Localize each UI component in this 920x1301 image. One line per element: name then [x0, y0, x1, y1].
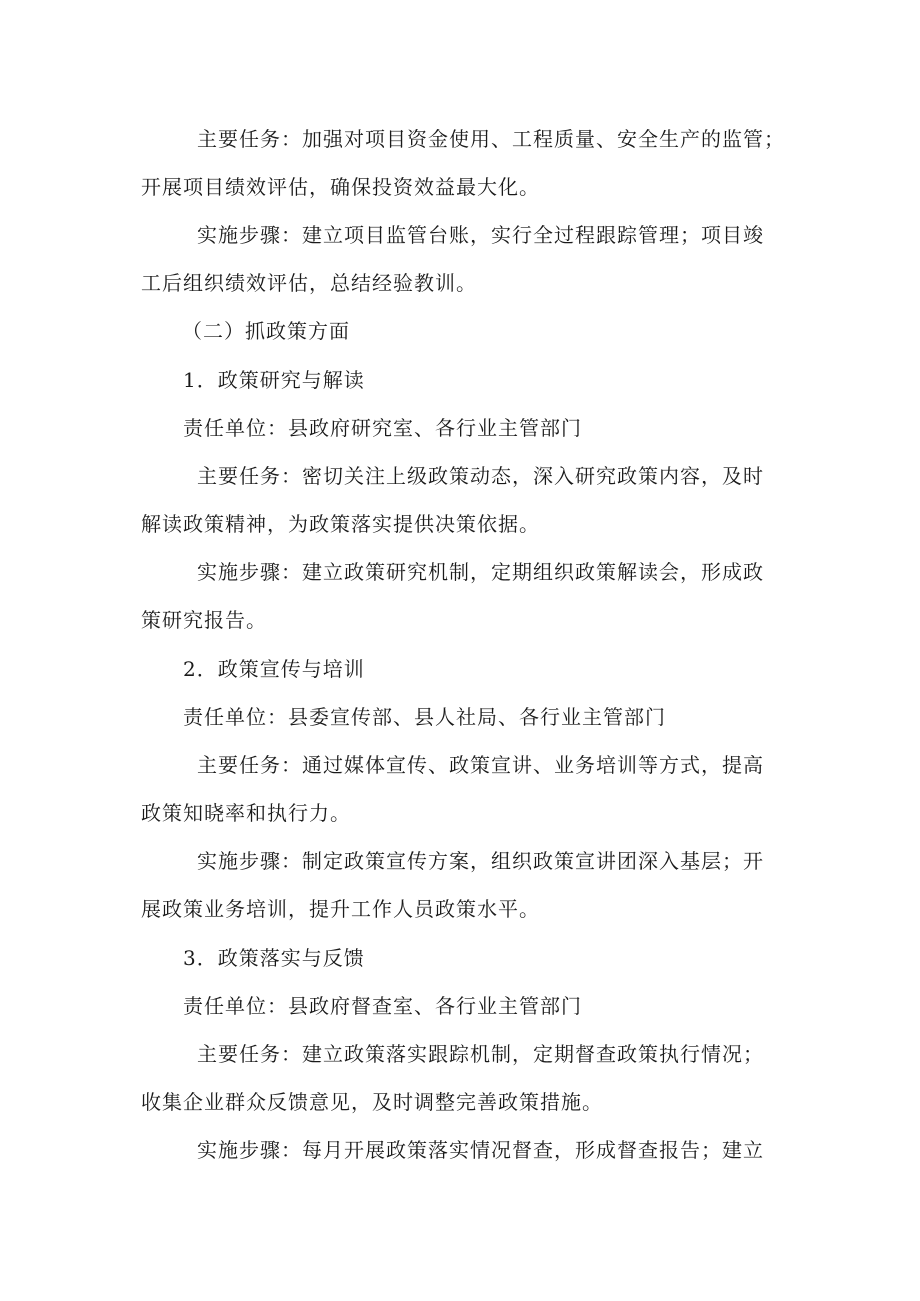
paragraph-line: 工后组织绩效评估，总结经验教训。 — [141, 271, 477, 295]
paragraph-line: 实施步骤：每月开展政策落实情况督查，形成督查报告；建立 — [197, 1138, 764, 1162]
paragraph-line: 实施步骤：建立项目监管台账，实行全过程跟踪管理；项目竣 — [197, 223, 764, 247]
responsible-unit-line: 责任单位：县委宣传部、县人社局、各行业主管部门 — [183, 705, 666, 729]
subsection-heading: 1．政策研究与解读 — [183, 368, 365, 392]
paragraph-line: 政策知晓率和执行力。 — [141, 801, 351, 825]
paragraph-line: 主要任务：加强对项目资金使用、工程质量、安全生产的监管； — [197, 127, 785, 151]
paragraph-line: 开展项目绩效评估，确保投资效益最大化。 — [141, 175, 540, 199]
section-heading: （二）抓政策方面 — [182, 319, 350, 343]
paragraph-line: 主要任务：通过媒体宣传、政策宣讲、业务培训等方式，提高 — [197, 753, 764, 777]
paragraph-line: 主要任务：密切关注上级政策动态，深入研究政策内容，及时 — [197, 464, 764, 488]
paragraph-line: 解读政策精神，为政策落实提供决策依据。 — [141, 512, 540, 536]
paragraph-line: 策研究报告。 — [141, 608, 267, 632]
paragraph-line: 主要任务：建立政策落实跟踪机制，定期督查政策执行情况； — [197, 1042, 764, 1066]
paragraph-line: 实施步骤：建立政策研究机制，定期组织政策解读会，形成政 — [197, 560, 764, 584]
paragraph-line: 收集企业群众反馈意见，及时调整完善政策措施。 — [141, 1090, 603, 1114]
paragraph-line: 展政策业务培训，提升工作人员政策水平。 — [141, 897, 540, 921]
responsible-unit-line: 责任单位：县政府研究室、各行业主管部门 — [183, 416, 582, 440]
paragraph-line: 实施步骤：制定政策宣传方案，组织政策宣讲团深入基层；开 — [197, 849, 764, 873]
subsection-heading: 2．政策宣传与培训 — [183, 657, 365, 681]
subsection-heading: 3．政策落实与反馈 — [183, 946, 365, 970]
responsible-unit-line: 责任单位：县政府督查室、各行业主管部门 — [183, 994, 582, 1018]
